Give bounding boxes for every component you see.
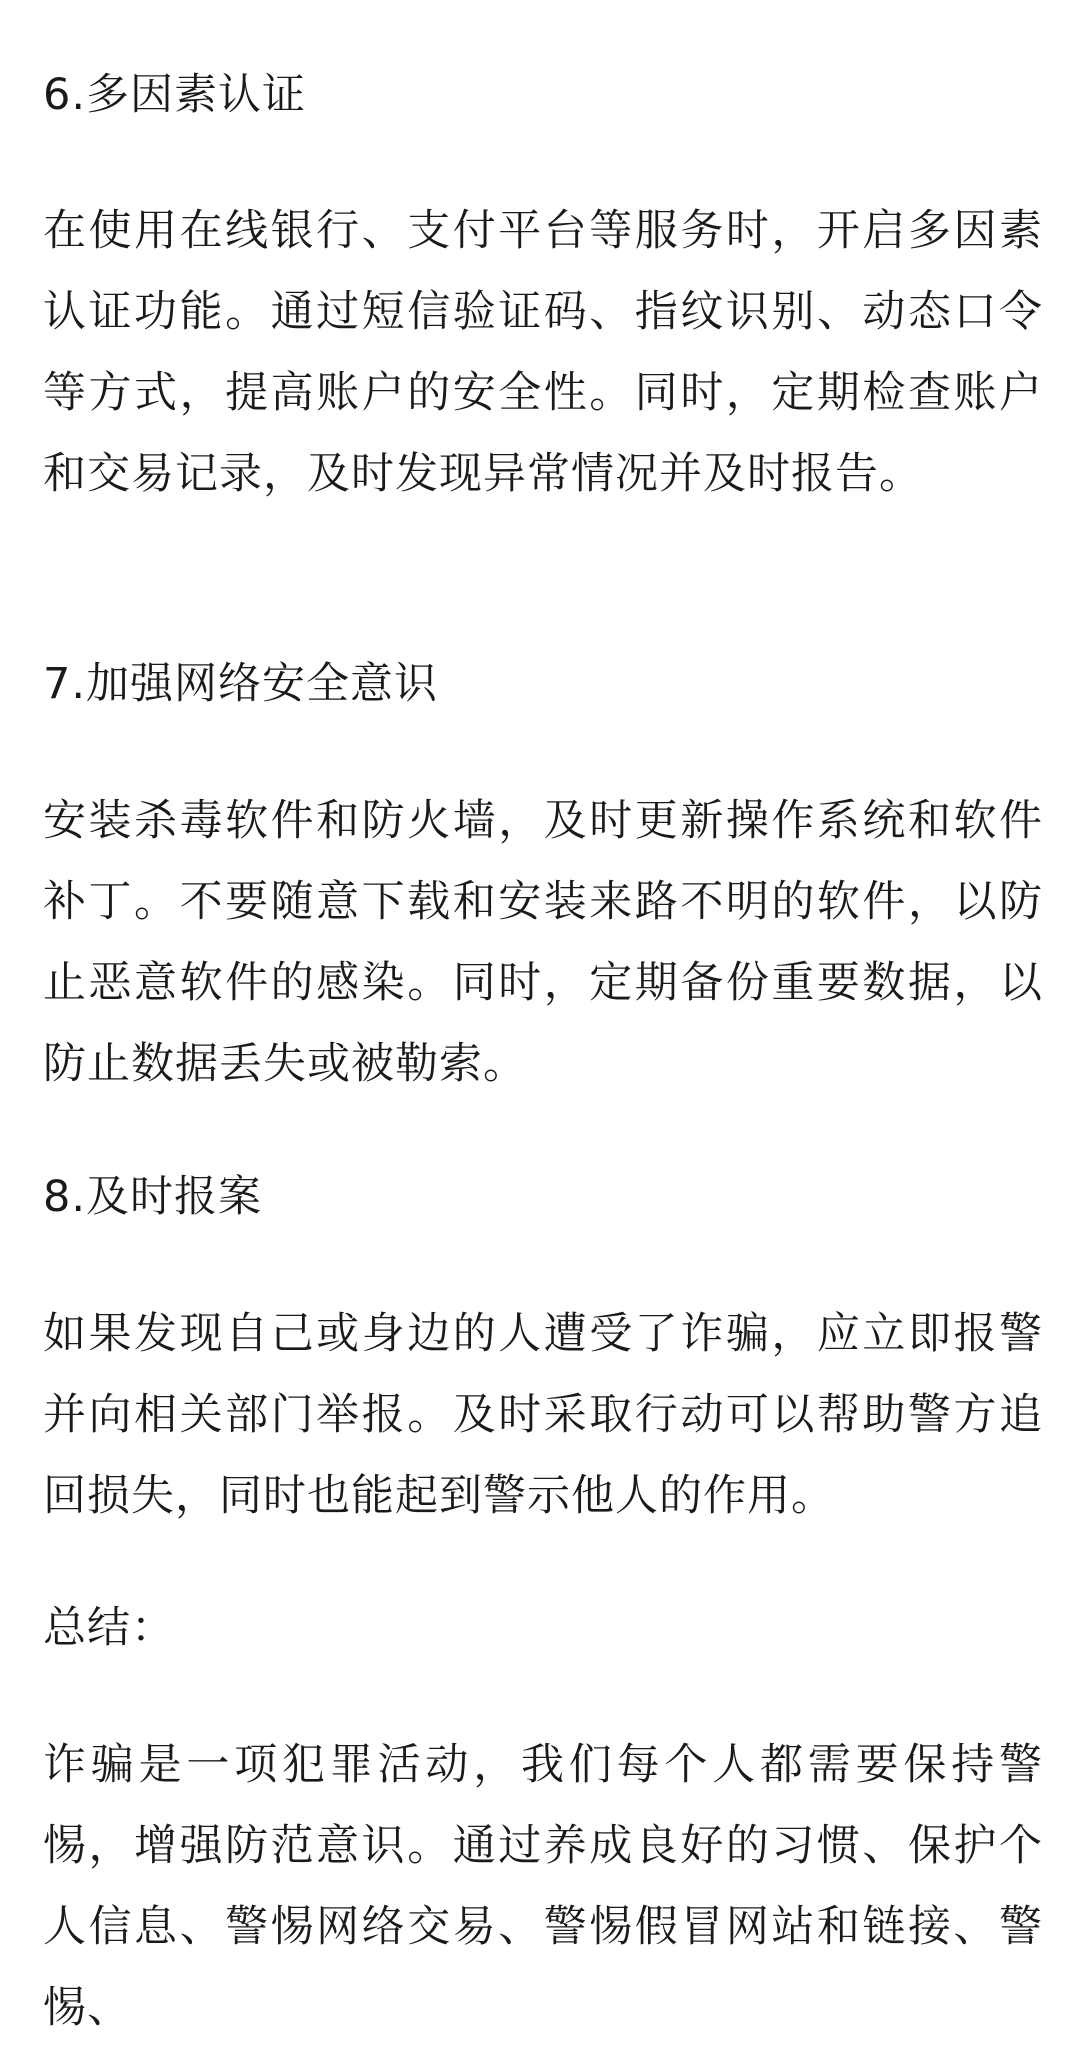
summary-heading: 总结： xyxy=(43,1603,175,1653)
section-heading-6: 6.多因素认证 xyxy=(43,70,307,120)
section-paragraph-8: 如果发现自己或身边的人遭受了诈骗，应立即报警并向相关部门举报。及时采取行动可以帮助警方追回损失，同时也能起到警示他人的作用。 xyxy=(43,1309,1043,1521)
section-heading-7: 7.加强网络安全意识 xyxy=(43,659,439,709)
section-paragraph-6: 在使用在线银行、支付平台等服务时，开启多因素认证功能。通过短信验证码、指纹识别、动态口令等方式，提高账户的安全性。同时，定期检查账户和交易记录，及时发现异常情况并及时报告。 xyxy=(43,206,1043,499)
section-paragraph-7: 安装杀毒软件和防火墙，及时更新操作系统和软件补丁。不要随意下载和安装来路不明的软件，以防止恶意软件的感染。同时，定期备份重要数据，以防止数据丢失或被勒索。 xyxy=(43,796,1043,1089)
summary-paragraph: 诈骗是一项犯罪活动，我们每个人都需要保持警惕，增强防范意识。通过养成良好的习惯、保护个人信息、警惕网络交易、警惕假冒网站和链接、警惕、 xyxy=(43,1740,1043,2033)
section-heading-8: 8.及时报案 xyxy=(43,1172,263,1222)
